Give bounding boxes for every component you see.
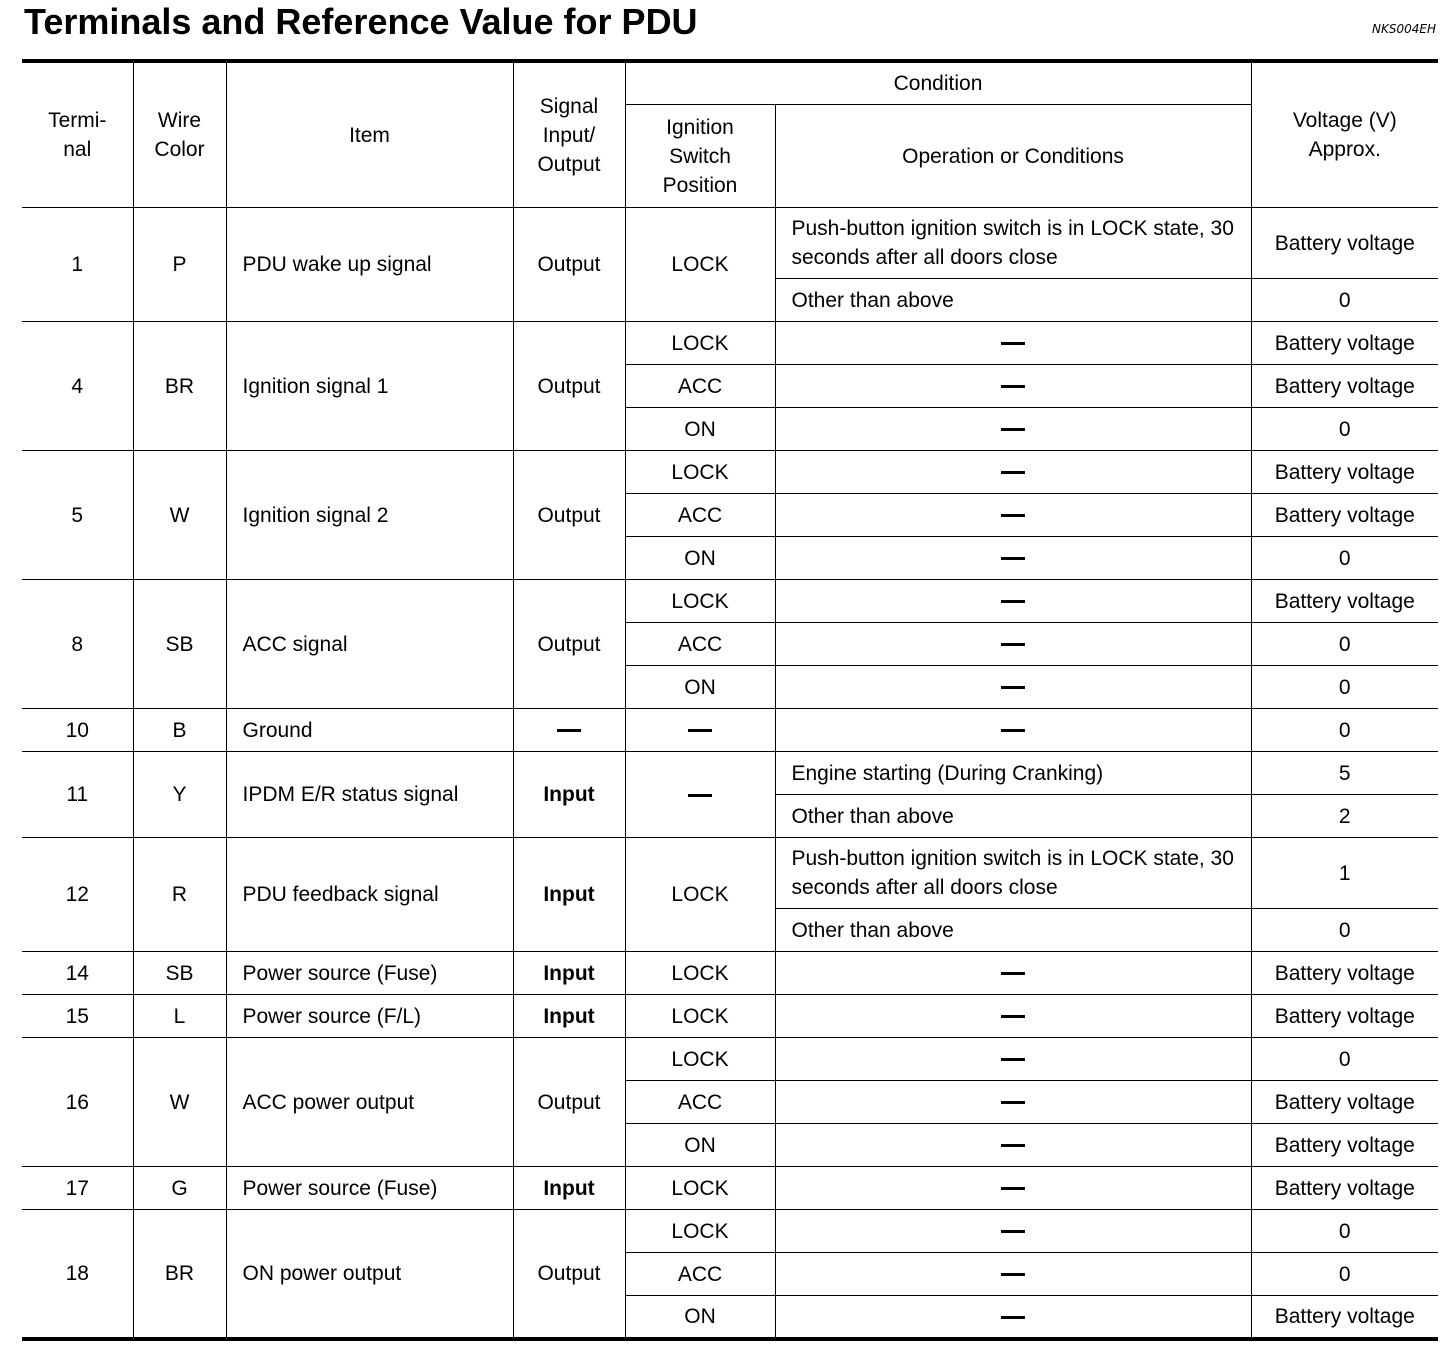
dash-mark xyxy=(1001,1058,1025,1061)
header-terminal: Termi- nal xyxy=(22,61,133,208)
wire-color-cell: SB xyxy=(133,580,226,709)
item-cell: Ignition signal 2 xyxy=(226,451,513,580)
table-row xyxy=(22,580,1438,623)
condition-cell: Push-button ignition switch is in LOCK state, 30 seconds after all doors close xyxy=(775,208,1251,279)
table-row xyxy=(22,952,1438,995)
condition-cell xyxy=(775,1253,1251,1296)
ignition-cell: LOCK xyxy=(625,995,775,1038)
signal-cell: Output xyxy=(513,322,625,451)
signal-cell: Output xyxy=(513,1038,625,1167)
ignition-cell: ACC xyxy=(625,1081,775,1124)
dash-mark xyxy=(1001,1230,1025,1233)
voltage-cell: 0 xyxy=(1251,909,1438,952)
voltage-cell: Battery voltage xyxy=(1251,1296,1438,1339)
header-voltage: Voltage (V) Approx. xyxy=(1251,61,1438,208)
item-cell: ACC power output xyxy=(226,1038,513,1167)
table-row xyxy=(22,451,1438,494)
dash-mark xyxy=(1001,1187,1025,1190)
ignition-cell: ACC xyxy=(625,1253,775,1296)
voltage-cell: Battery voltage xyxy=(1251,952,1438,995)
condition-cell: Engine starting (During Cranking) xyxy=(775,752,1251,795)
voltage-cell: 0 xyxy=(1251,1210,1438,1253)
voltage-cell: Battery voltage xyxy=(1251,365,1438,408)
condition-cell xyxy=(775,494,1251,537)
condition-cell xyxy=(775,1210,1251,1253)
condition-cell xyxy=(775,952,1251,995)
condition-cell xyxy=(775,1081,1251,1124)
voltage-cell: Battery voltage xyxy=(1251,1081,1438,1124)
condition-cell xyxy=(775,322,1251,365)
ignition-cell: LOCK xyxy=(625,208,775,322)
voltage-cell: 0 xyxy=(1251,537,1438,580)
terminal-cell: 8 xyxy=(22,580,133,709)
condition-cell xyxy=(775,408,1251,451)
wire-color-cell: W xyxy=(133,451,226,580)
ignition-cell xyxy=(625,752,775,838)
condition-cell: Push-button ignition switch is in LOCK state, 30 seconds after all doors close xyxy=(775,838,1251,909)
voltage-cell: 0 xyxy=(1251,709,1438,752)
condition-cell xyxy=(775,451,1251,494)
dash-mark xyxy=(1001,600,1025,603)
item-cell: Power source (Fuse) xyxy=(226,1167,513,1210)
table-row xyxy=(22,1038,1438,1081)
ignition-cell: ACC xyxy=(625,365,775,408)
item-cell: IPDM E/R status signal xyxy=(226,752,513,838)
table-row xyxy=(22,1167,1438,1210)
ignition-cell: ACC xyxy=(625,623,775,666)
dash-mark xyxy=(688,794,712,797)
condition-cell: Other than above xyxy=(775,909,1251,952)
ignition-cell: ON xyxy=(625,408,775,451)
terminal-cell: 11 xyxy=(22,752,133,838)
terminal-cell: 5 xyxy=(22,451,133,580)
wire-color-cell: G xyxy=(133,1167,226,1210)
ignition-cell: LOCK xyxy=(625,838,775,952)
terminal-table-container xyxy=(22,59,1438,1341)
voltage-cell: Battery voltage xyxy=(1251,208,1438,279)
condition-cell xyxy=(775,537,1251,580)
dash-mark xyxy=(1001,1144,1025,1147)
dash-mark xyxy=(1001,686,1025,689)
condition-cell xyxy=(775,623,1251,666)
document-code: NKS004EH xyxy=(1372,22,1436,36)
dash-mark xyxy=(688,729,712,732)
wire-color-cell: Y xyxy=(133,752,226,838)
table-row xyxy=(22,752,1438,795)
item-cell: ACC signal xyxy=(226,580,513,709)
voltage-cell: 5 xyxy=(1251,752,1438,795)
wire-color-cell: BR xyxy=(133,322,226,451)
item-cell: Power source (Fuse) xyxy=(226,952,513,995)
signal-cell: Input xyxy=(513,838,625,952)
terminal-cell: 15 xyxy=(22,995,133,1038)
voltage-cell: Battery voltage xyxy=(1251,1124,1438,1167)
dash-mark xyxy=(1001,514,1025,517)
ignition-cell: ACC xyxy=(625,494,775,537)
terminal-cell: 4 xyxy=(22,322,133,451)
dash-mark xyxy=(1001,557,1025,560)
ignition-cell: LOCK xyxy=(625,322,775,365)
ignition-cell: LOCK xyxy=(625,1167,775,1210)
dash-mark xyxy=(1001,428,1025,431)
signal-cell: Output xyxy=(513,1210,625,1339)
dash-mark xyxy=(1001,471,1025,474)
voltage-cell: 0 xyxy=(1251,1038,1438,1081)
header-condition: Condition xyxy=(625,61,1251,105)
voltage-cell: 0 xyxy=(1251,623,1438,666)
condition-cell xyxy=(775,1167,1251,1210)
header-operation: Operation or Conditions xyxy=(775,105,1251,208)
voltage-cell: Battery voltage xyxy=(1251,451,1438,494)
condition-cell xyxy=(775,1038,1251,1081)
voltage-cell: Battery voltage xyxy=(1251,995,1438,1038)
signal-cell: Input xyxy=(513,952,625,995)
signal-cell: Input xyxy=(513,752,625,838)
dash-mark xyxy=(1001,972,1025,975)
terminal-cell: 16 xyxy=(22,1038,133,1167)
ignition-cell: LOCK xyxy=(625,451,775,494)
ignition-cell: LOCK xyxy=(625,580,775,623)
terminal-cell: 14 xyxy=(22,952,133,995)
header-item: Item xyxy=(226,61,513,208)
signal-cell: Input xyxy=(513,995,625,1038)
dash-mark xyxy=(557,729,581,732)
condition-cell xyxy=(775,365,1251,408)
voltage-cell: 0 xyxy=(1251,279,1438,322)
terminal-cell: 18 xyxy=(22,1210,133,1339)
signal-cell: Output xyxy=(513,580,625,709)
header-ignition-position: Ignition Switch Position xyxy=(625,105,775,208)
terminal-cell: 1 xyxy=(22,208,133,322)
wire-color-cell: P xyxy=(133,208,226,322)
condition-cell xyxy=(775,709,1251,752)
terminal-cell: 12 xyxy=(22,838,133,952)
condition-cell xyxy=(775,995,1251,1038)
voltage-cell: Battery voltage xyxy=(1251,1167,1438,1210)
ignition-cell: LOCK xyxy=(625,1210,775,1253)
signal-cell xyxy=(513,709,625,752)
terminal-cell: 10 xyxy=(22,709,133,752)
condition-cell xyxy=(775,1124,1251,1167)
dash-mark xyxy=(1001,1273,1025,1276)
ignition-cell: LOCK xyxy=(625,952,775,995)
signal-cell: Input xyxy=(513,1167,625,1210)
dash-mark xyxy=(1001,342,1025,345)
wire-color-cell: B xyxy=(133,709,226,752)
ignition-cell: ON xyxy=(625,1124,775,1167)
table-row xyxy=(22,709,1438,752)
ignition-cell: ON xyxy=(625,537,775,580)
condition-cell xyxy=(775,666,1251,709)
table-body xyxy=(22,208,1438,1339)
dash-mark xyxy=(1001,1015,1025,1018)
item-cell: Ignition signal 1 xyxy=(226,322,513,451)
voltage-cell: 0 xyxy=(1251,666,1438,709)
wire-color-cell: SB xyxy=(133,952,226,995)
signal-cell: Output xyxy=(513,208,625,322)
dash-mark xyxy=(1001,643,1025,646)
ignition-cell: ON xyxy=(625,666,775,709)
page-title: Terminals and Reference Value for PDU xyxy=(24,1,698,42)
terminal-reference-table xyxy=(22,59,1438,1341)
table-row xyxy=(22,1210,1438,1253)
voltage-cell: 2 xyxy=(1251,795,1438,838)
ignition-cell: ON xyxy=(625,1296,775,1339)
dash-mark xyxy=(1001,729,1025,732)
item-cell: PDU feedback signal xyxy=(226,838,513,952)
header-wire-color: Wire Color xyxy=(133,61,226,208)
wire-color-cell: R xyxy=(133,838,226,952)
voltage-cell: 1 xyxy=(1251,838,1438,909)
table-row xyxy=(22,322,1438,365)
condition-cell xyxy=(775,580,1251,623)
voltage-cell: 0 xyxy=(1251,408,1438,451)
header-signal: Signal Input/ Output xyxy=(513,61,625,208)
wire-color-cell: L xyxy=(133,995,226,1038)
table-row xyxy=(22,208,1438,279)
item-cell: Ground xyxy=(226,709,513,752)
item-cell: ON power output xyxy=(226,1210,513,1339)
dash-mark xyxy=(1001,1316,1025,1319)
voltage-cell: Battery voltage xyxy=(1251,494,1438,537)
condition-cell: Other than above xyxy=(775,279,1251,322)
table-row xyxy=(22,995,1438,1038)
voltage-cell: 0 xyxy=(1251,1253,1438,1296)
dash-mark xyxy=(1001,385,1025,388)
condition-cell xyxy=(775,1296,1251,1339)
voltage-cell: Battery voltage xyxy=(1251,580,1438,623)
item-cell: Power source (F/L) xyxy=(226,995,513,1038)
wire-color-cell: W xyxy=(133,1038,226,1167)
condition-cell: Other than above xyxy=(775,795,1251,838)
signal-cell: Output xyxy=(513,451,625,580)
item-cell: PDU wake up signal xyxy=(226,208,513,322)
ignition-cell xyxy=(625,709,775,752)
ignition-cell: LOCK xyxy=(625,1038,775,1081)
table-row xyxy=(22,838,1438,909)
wire-color-cell: BR xyxy=(133,1210,226,1339)
terminal-cell: 17 xyxy=(22,1167,133,1210)
dash-mark xyxy=(1001,1101,1025,1104)
voltage-cell: Battery voltage xyxy=(1251,322,1438,365)
